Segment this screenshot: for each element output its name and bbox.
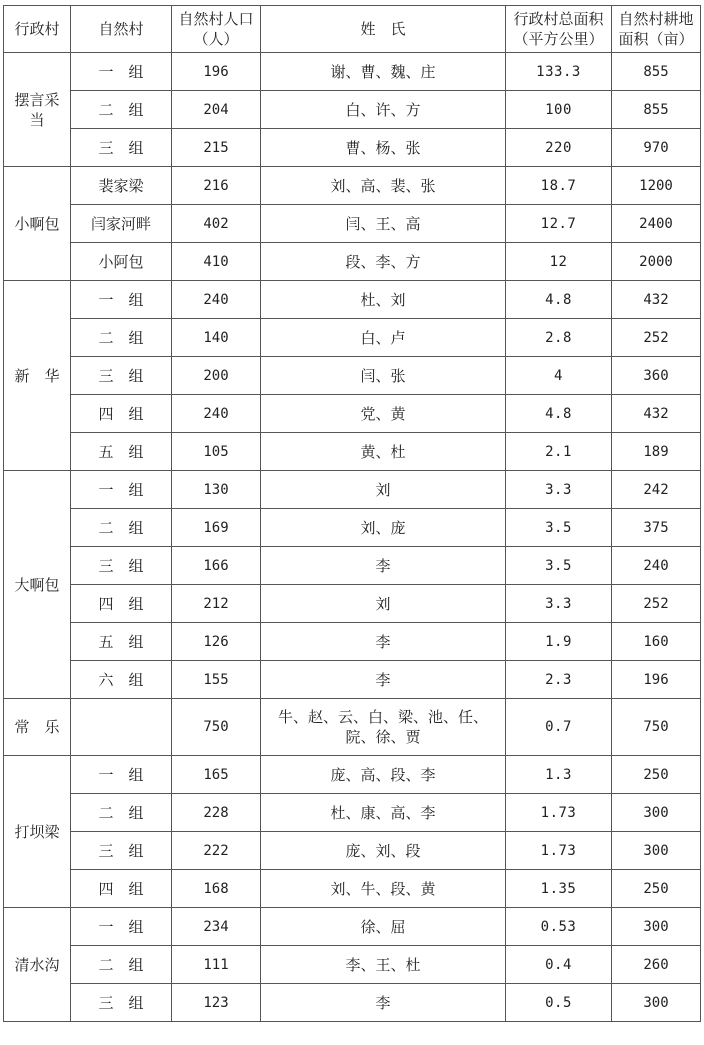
farmland-cell: 252 (612, 585, 701, 623)
table-row (4, 623, 701, 661)
table-row (4, 870, 701, 908)
natural-village-cell: 一 组 (71, 281, 172, 319)
header-admin-label: 行政村 (14, 20, 60, 38)
table-row (4, 167, 701, 205)
natural-village-cell: 二 组 (71, 91, 172, 129)
table-row (4, 205, 701, 243)
farmland-cell: 2000 (612, 243, 701, 281)
surname-line1: 牛、赵、云、白、梁、池、任、 (277, 708, 488, 726)
farmland-cell: 260 (612, 946, 701, 984)
farmland-cell: 242 (612, 471, 701, 509)
admin-village-cell: 大啊包 (4, 471, 71, 699)
surname-cell: 徐、屈 (261, 908, 506, 946)
farmland-cell: 970 (612, 129, 701, 167)
natural-village-cell: 三 组 (71, 984, 172, 1022)
table-row (4, 832, 701, 870)
farmland-cell: 1200 (612, 167, 701, 205)
population-cell: 130 (172, 471, 261, 509)
document-page (3, 5, 701, 1022)
population-cell: 123 (172, 984, 261, 1022)
farmland-cell: 252 (612, 319, 701, 357)
table-row (4, 281, 701, 319)
natural-village-cell: 五 组 (71, 433, 172, 471)
surname-cell: 刘 (261, 585, 506, 623)
table-row (4, 129, 701, 167)
header-natural-label: 自然村 (98, 20, 144, 38)
farmland-cell: 432 (612, 395, 701, 433)
surname-cell: 杜、刘 (261, 281, 506, 319)
farmland-cell: 189 (612, 433, 701, 471)
natural-village-cell: 一 组 (71, 908, 172, 946)
header-population (172, 6, 261, 53)
population-cell: 240 (172, 395, 261, 433)
natural-village-cell: 二 组 (71, 509, 172, 547)
table-row (4, 547, 701, 585)
surname-cell: 李 (261, 547, 506, 585)
area-cell: 18.7 (506, 167, 612, 205)
farmland-cell: 300 (612, 908, 701, 946)
header-natural-village (71, 6, 172, 53)
area-cell: 4.8 (506, 281, 612, 319)
surname-cell (261, 699, 506, 756)
header-row (4, 6, 701, 53)
surname-line2: 院、徐、贾 (345, 728, 421, 746)
population-cell: 140 (172, 319, 261, 357)
natural-village-cell: 小阿包 (71, 243, 172, 281)
surname-cell: 段、李、方 (261, 243, 506, 281)
table-row (4, 471, 701, 509)
area-cell: 3.3 (506, 585, 612, 623)
admin-village-cell: 小啊包 (4, 167, 71, 281)
natural-village-cell: 三 组 (71, 832, 172, 870)
table-row (4, 91, 701, 129)
natural-village-cell: 三 组 (71, 357, 172, 395)
surname-cell: 李 (261, 661, 506, 699)
population-cell: 228 (172, 794, 261, 832)
farmland-cell: 360 (612, 357, 701, 395)
table-row (4, 699, 701, 756)
area-cell: 0.4 (506, 946, 612, 984)
population-cell: 402 (172, 205, 261, 243)
admin-village-cell: 新 华 (4, 281, 71, 471)
header-surname (261, 6, 506, 53)
natural-village-cell (71, 699, 172, 756)
farmland-cell: 2400 (612, 205, 701, 243)
natural-village-cell: 五 组 (71, 623, 172, 661)
natural-village-cell: 四 组 (71, 395, 172, 433)
surname-cell: 黄、杜 (261, 433, 506, 471)
population-cell: 200 (172, 357, 261, 395)
area-cell: 220 (506, 129, 612, 167)
natural-village-cell: 四 组 (71, 870, 172, 908)
area-cell: 4 (506, 357, 612, 395)
population-cell: 750 (172, 699, 261, 756)
village-table (3, 5, 701, 1022)
area-cell: 12.7 (506, 205, 612, 243)
farmland-cell: 432 (612, 281, 701, 319)
table-row (4, 756, 701, 794)
area-cell: 2.3 (506, 661, 612, 699)
header-farmland-line1: 自然村耕地 (618, 10, 694, 28)
population-cell: 111 (172, 946, 261, 984)
surname-cell: 李 (261, 984, 506, 1022)
natural-village-cell: 裴家梁 (71, 167, 172, 205)
area-cell: 12 (506, 243, 612, 281)
population-cell: 155 (172, 661, 261, 699)
area-cell: 3.5 (506, 547, 612, 585)
area-cell: 1.3 (506, 756, 612, 794)
header-surname-label: 姓 氏 (360, 20, 406, 38)
area-cell: 1.73 (506, 794, 612, 832)
header-area-line1: 行政村总面积 (513, 10, 604, 28)
header-admin-village (4, 6, 71, 53)
table-row (4, 509, 701, 547)
table-row (4, 53, 701, 91)
table-row (4, 395, 701, 433)
area-cell: 1.35 (506, 870, 612, 908)
farmland-cell: 240 (612, 547, 701, 585)
surname-cell: 庞、高、段、李 (261, 756, 506, 794)
area-cell: 4.8 (506, 395, 612, 433)
natural-village-cell: 一 组 (71, 53, 172, 91)
admin-village-cell: 摆言采当 (4, 53, 71, 167)
farmland-cell: 300 (612, 832, 701, 870)
population-cell: 216 (172, 167, 261, 205)
table-row (4, 585, 701, 623)
table-row (4, 357, 701, 395)
population-cell: 196 (172, 53, 261, 91)
natural-village-cell: 四 组 (71, 585, 172, 623)
farmland-cell: 375 (612, 509, 701, 547)
population-cell: 234 (172, 908, 261, 946)
surname-cell: 杜、康、高、李 (261, 794, 506, 832)
farmland-cell: 300 (612, 794, 701, 832)
population-cell: 169 (172, 509, 261, 547)
area-cell: 3.5 (506, 509, 612, 547)
population-cell: 215 (172, 129, 261, 167)
table-row (4, 319, 701, 357)
surname-cell: 白、卢 (261, 319, 506, 357)
header-total-area (506, 6, 612, 53)
farmland-cell: 196 (612, 661, 701, 699)
farmland-cell: 300 (612, 984, 701, 1022)
natural-village-cell: 二 组 (71, 319, 172, 357)
surname-cell: 白、许、方 (261, 91, 506, 129)
farmland-cell: 855 (612, 53, 701, 91)
natural-village-cell: 六 组 (71, 661, 172, 699)
farmland-cell: 250 (612, 756, 701, 794)
area-cell: 0.5 (506, 984, 612, 1022)
area-cell: 0.53 (506, 908, 612, 946)
area-cell: 133.3 (506, 53, 612, 91)
header-farmland-line2: 面积（亩） (618, 30, 694, 48)
surname-cell: 李、王、杜 (261, 946, 506, 984)
population-cell: 240 (172, 281, 261, 319)
table-row (4, 243, 701, 281)
admin-village-cell: 打坝梁 (4, 756, 71, 908)
table-row (4, 984, 701, 1022)
population-cell: 165 (172, 756, 261, 794)
table-row (4, 433, 701, 471)
area-cell: 1.9 (506, 623, 612, 661)
surname-cell: 刘、牛、段、黄 (261, 870, 506, 908)
header-farmland (612, 6, 701, 53)
natural-village-cell: 二 组 (71, 794, 172, 832)
admin-village-cell: 常 乐 (4, 699, 71, 756)
farmland-cell: 160 (612, 623, 701, 661)
population-cell: 204 (172, 91, 261, 129)
header-population-line1: 自然村人口 (178, 10, 254, 28)
area-cell: 2.1 (506, 433, 612, 471)
farmland-cell: 855 (612, 91, 701, 129)
population-cell: 168 (172, 870, 261, 908)
surname-cell: 刘、高、裴、张 (261, 167, 506, 205)
population-cell: 222 (172, 832, 261, 870)
population-cell: 105 (172, 433, 261, 471)
surname-cell: 谢、曹、魏、庄 (261, 53, 506, 91)
area-cell: 1.73 (506, 832, 612, 870)
natural-village-cell: 一 组 (71, 756, 172, 794)
area-cell: 100 (506, 91, 612, 129)
surname-cell: 闫、张 (261, 357, 506, 395)
population-cell: 126 (172, 623, 261, 661)
header-population-line2: （人） (193, 30, 239, 48)
surname-cell: 刘、庞 (261, 509, 506, 547)
area-cell: 3.3 (506, 471, 612, 509)
table-row (4, 946, 701, 984)
table-row (4, 661, 701, 699)
natural-village-cell: 一 组 (71, 471, 172, 509)
farmland-cell: 750 (612, 699, 701, 756)
area-cell: 2.8 (506, 319, 612, 357)
population-cell: 166 (172, 547, 261, 585)
population-cell: 212 (172, 585, 261, 623)
natural-village-cell: 三 组 (71, 547, 172, 585)
farmland-cell: 250 (612, 870, 701, 908)
admin-village-cell: 清水沟 (4, 908, 71, 1022)
natural-village-cell: 三 组 (71, 129, 172, 167)
table-row (4, 908, 701, 946)
surname-cell: 党、黄 (261, 395, 506, 433)
header-area-line2: （平方公里） (513, 30, 604, 48)
surname-cell: 曹、杨、张 (261, 129, 506, 167)
natural-village-cell: 二 组 (71, 946, 172, 984)
surname-cell: 刘 (261, 471, 506, 509)
surname-cell: 李 (261, 623, 506, 661)
area-cell: 0.7 (506, 699, 612, 756)
population-cell: 410 (172, 243, 261, 281)
table-row (4, 794, 701, 832)
surname-cell: 庞、刘、段 (261, 832, 506, 870)
surname-cell: 闫、王、高 (261, 205, 506, 243)
natural-village-cell: 闫家河畔 (71, 205, 172, 243)
